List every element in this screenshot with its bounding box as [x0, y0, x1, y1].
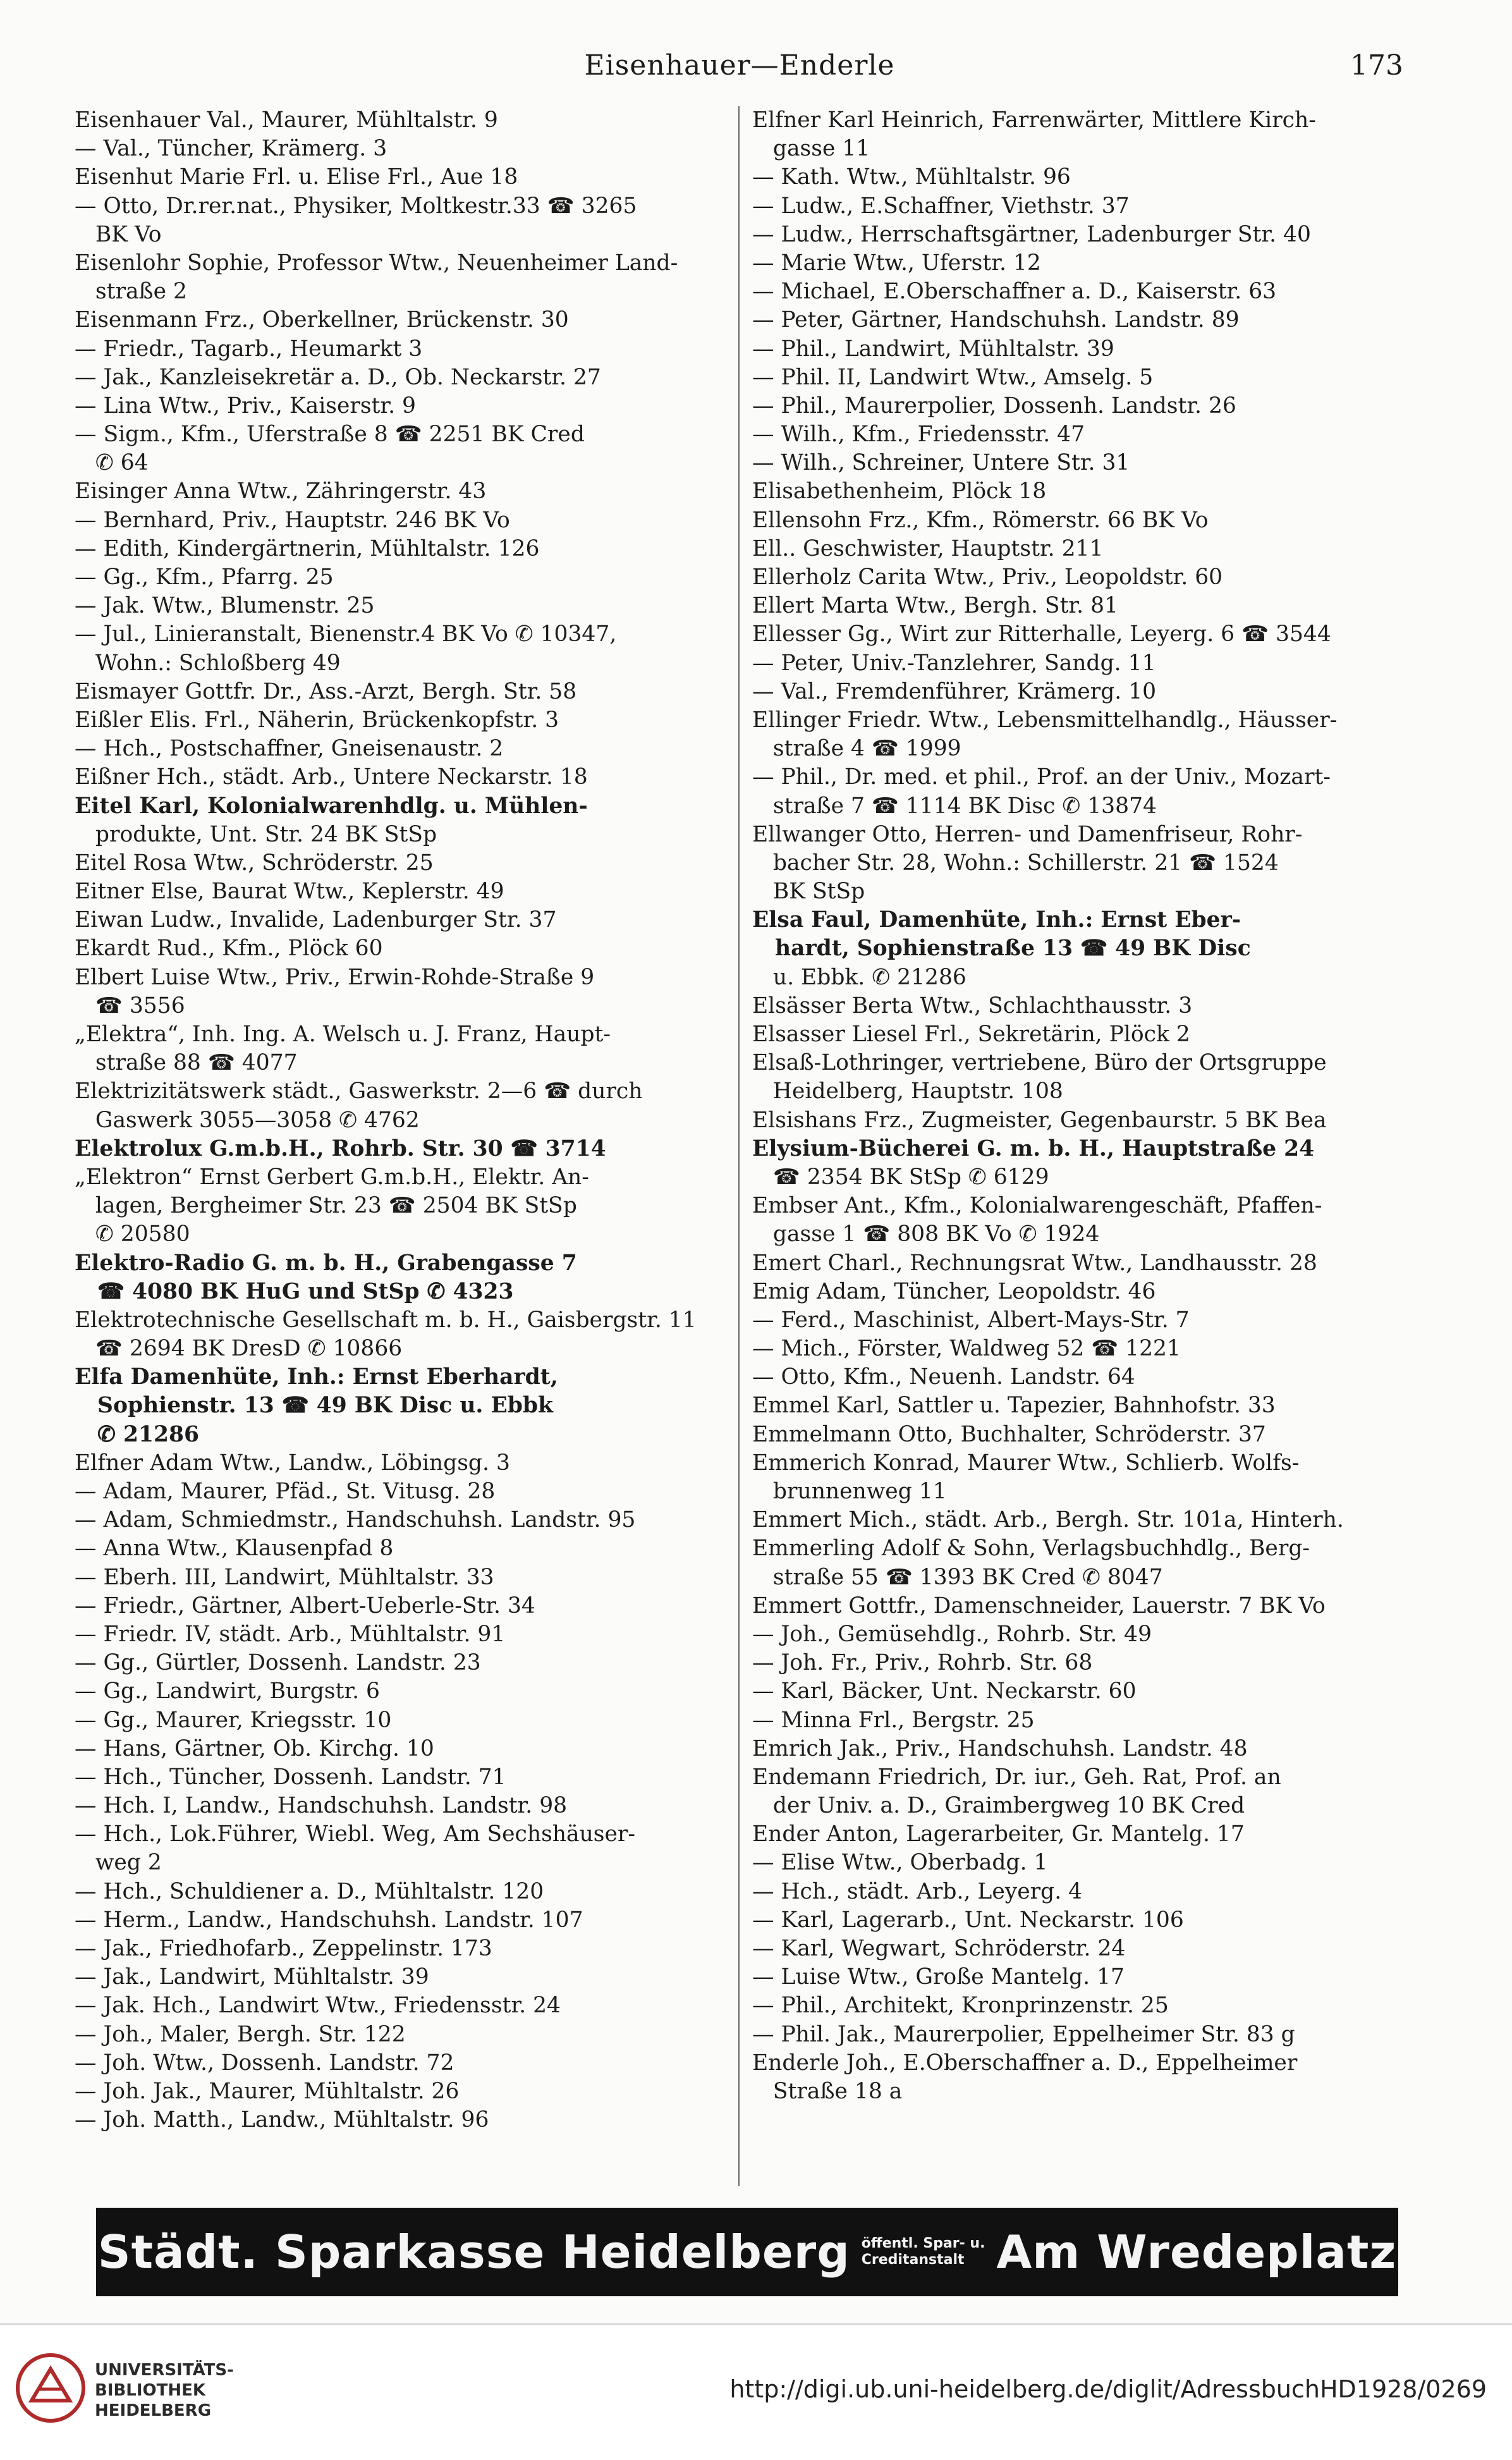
directory-entry-line: straße 2: [75, 279, 187, 305]
directory-entry-line: — Jak. Wtw., Blumenstr. 25: [75, 593, 375, 619]
directory-entry-line: Eisenlohr Sophie, Professor Wtw., Neuenheimer Land-: [75, 250, 678, 276]
directory-entry-line: — Luise Wtw., Große Mantelg. 17: [752, 1964, 1125, 1990]
library-name-line: UNIVERSITÄTS-: [95, 2361, 234, 2380]
directory-entry-line: Eisenmann Frz., Oberkellner, Brückenstr. 30: [75, 307, 569, 333]
directory-entry-line: BK Vo: [75, 221, 162, 247]
directory-entry-line: — Anna Wtw., Klausenpfad 8: [75, 1536, 394, 1562]
directory-entry-line: — Jak., Landwirt, Mühltalstr. 39: [75, 1964, 429, 1990]
directory-entry-line: — Joh. Matth., Landw., Mühltalstr. 96: [75, 2107, 489, 2133]
directory-entry-line: Straße 18 a: [752, 2078, 903, 2104]
directory-entry-line: — Jak. Hch., Landwirt Wtw., Friedensstr. 24: [75, 1993, 561, 2019]
directory-entry-line: Emert Charl., Rechnungsrat Wtw., Landhausstr. 28: [752, 1250, 1317, 1276]
directory-entry-line: gasse 11: [752, 136, 870, 162]
directory-entry-line: Endemann Friedrich, Dr. iur., Geh. Rat, Prof. an: [752, 1764, 1281, 1790]
directory-entry-line: — Gg., Gürtler, Dossenh. Landstr. 23: [75, 1650, 481, 1676]
directory-entry-line: ☎ 2694 BK DresD ✆ 10866: [75, 1336, 403, 1362]
page-number: 173: [1350, 49, 1403, 82]
directory-entry-line: — Phil., Dr. med. et phil., Prof. an der Univ., Mozart-: [752, 764, 1331, 790]
directory-entry-line: straße 55 ☎ 1393 BK Cred ✆ 8047: [752, 1564, 1163, 1590]
directory-entry-line: — Jul., Linieranstalt, Bienenstr.4 BK Vo ✆ 10347,: [75, 621, 617, 647]
directory-entry-line: — Joh. Wtw., Dossenh. Landstr. 72: [75, 2050, 454, 2076]
directory-entry-line: straße 88 ☎ 4077: [75, 1050, 298, 1076]
directory-entry-line: — Joh., Maler, Bergh. Str. 122: [75, 2021, 406, 2047]
digitization-footer: [0, 2323, 1512, 2460]
directory-entry-line: — Joh. Jak., Maurer, Mühltalstr. 26: [75, 2078, 460, 2104]
directory-entry-line: Elektro-Radio G. m. b. H., Grabengasse 7: [75, 1250, 577, 1276]
directory-entry-line: Ellensohn Frz., Kfm., Römerstr. 66 BK Vo: [752, 507, 1209, 533]
directory-entry-line: Elysium-Bücherei G. m. b. H., Hauptstraße 24: [752, 1135, 1315, 1161]
directory-entry-line: bacher Str. 28, Wohn.: Schillerstr. 21 ☎ 1524: [752, 850, 1279, 876]
directory-entry-line: Elsa Faul, Damenhüte, Inh.: Ernst Eber-: [752, 907, 1241, 933]
directory-entry-line: — Phil., Landwirt, Mühltalstr. 39: [752, 336, 1114, 362]
directory-entry-line: — Phil. II, Landwirt Wtw., Amselg. 5: [752, 364, 1154, 390]
directory-entry-line: — Phil., Architekt, Kronprinzenstr. 25: [752, 1993, 1169, 2019]
directory-entry-line: — Jak., Friedhofarb., Zeppelinstr. 173: [75, 1936, 492, 1961]
directory-entry-line: Elektrizitätswerk städt., Gaswerkstr. 2—6 ☎ durch: [75, 1079, 643, 1105]
directory-entry-line: ✆ 64: [75, 450, 149, 476]
directory-entry-line: Ellert Marta Wtw., Bergh. Str. 81: [752, 593, 1118, 619]
directory-entry-line: — Hch., Schuldiener a. D., Mühltalstr. 120: [75, 1878, 544, 1904]
directory-entry-line: Eitner Else, Baurat Wtw., Keplerstr. 49: [75, 879, 504, 905]
directory-entry-line: — Minna Frl., Bergstr. 25: [752, 1707, 1035, 1733]
directory-entry-line: — Friedr. IV, städt. Arb., Mühltalstr. 91: [75, 1621, 506, 1647]
directory-entry-line: Ellesser Gg., Wirt zur Ritterhalle, Leyerg. 6 ☎ 3544: [752, 621, 1331, 647]
directory-entry-line: Emmert Mich., städt. Arb., Bergh. Str. 101a, Hinterh.: [752, 1507, 1344, 1533]
ad-small-text: [862, 2236, 985, 2268]
directory-entry-line: — Hch. I, Landw., Handschuhsh. Landstr. 98: [75, 1793, 568, 1819]
directory-entry-line: Emig Adam, Tüncher, Leopoldstr. 46: [752, 1278, 1156, 1304]
directory-entry-line: Embser Ant., Kfm., Kolonialwarengeschäft, Pfaffen-: [752, 1193, 1322, 1219]
directory-entry-line: — Hch., städt. Arb., Leyerg. 4: [752, 1878, 1083, 1904]
directory-entry-line: weg 2: [75, 1850, 162, 1876]
directory-entry-line: — Eberh. III, Landwirt, Mühltalstr. 33: [75, 1564, 494, 1590]
right-column: [752, 106, 1410, 2106]
directory-entry-line: — Hch., Postschaffner, Gneisenaustr. 2: [75, 736, 504, 762]
directory-entry-line: u. Ebbk. ✆ 21286: [752, 964, 966, 990]
directory-entry-line: — Lina Wtw., Priv., Kaiserstr. 9: [75, 393, 417, 419]
directory-entry-line: Elfa Damenhüte, Inh.: Ernst Eberhardt,: [75, 1364, 558, 1390]
directory-entry-line: — Gg., Landwirt, Burgstr. 6: [75, 1679, 380, 1704]
directory-entry-line: Eisenhauer Val., Maurer, Mühltalstr. 9: [75, 107, 498, 133]
directory-entry-line: Eitel Rosa Wtw., Schröderstr. 25: [75, 850, 434, 876]
directory-entry-line: — Wilh., Schreiner, Untere Str. 31: [752, 450, 1130, 476]
directory-entry-line: — Peter, Gärtner, Handschuhsh. Landstr. 89: [752, 307, 1240, 333]
directory-entry-line: — Adam, Maurer, Pfäd., St. Vitusg. 28: [75, 1479, 496, 1504]
directory-entry-line: straße 7 ☎ 1114 BK Disc ✆ 13874: [752, 793, 1157, 819]
directory-entry-line: ✆ 20580: [75, 1221, 190, 1247]
directory-entry-line: — Joh. Fr., Priv., Rohrb. Str. 68: [752, 1650, 1093, 1676]
directory-entry-line: Emmel Karl, Sattler u. Tapezier, Bahnhofstr. 33: [752, 1393, 1276, 1419]
directory-entry-line: lagen, Bergheimer Str. 23 ☎ 2504 BK StSp: [75, 1193, 577, 1219]
university-library-logo-icon: [13, 2350, 88, 2426]
directory-entry-line: Ellinger Friedr. Wtw., Lebensmittelhandlg., Häusser-: [752, 707, 1338, 733]
directory-entry-line: Eiwan Ludw., Invalide, Ladenburger Str. 37: [75, 907, 557, 933]
directory-entry-line: ✆ 21286: [75, 1421, 199, 1447]
ad-right-text: Am Wredeplatz: [996, 2225, 1397, 2279]
directory-entry-line: — Hch., Lok.Führer, Wiebl. Weg, Am Sechshäuser-: [75, 1821, 636, 1847]
directory-entry-line: produkte, Unt. Str. 24 BK StSp: [75, 821, 437, 847]
directory-entry-line: Eismayer Gottfr. Dr., Ass.-Arzt, Bergh. Str. 58: [75, 678, 577, 704]
library-name: [95, 2360, 234, 2421]
directory-entry-line: Elsaß-Lothringer, vertriebene, Büro der Ortsgruppe: [752, 1050, 1327, 1076]
directory-entry-line: — Hans, Gärtner, Ob. Kirchg. 10: [75, 1735, 434, 1761]
directory-entry-line: — Elise Wtw., Oberbadg. 1: [752, 1850, 1048, 1876]
directory-entry-line: Eisenhut Marie Frl. u. Elise Frl., Aue 18: [75, 164, 518, 190]
directory-entry-line: Elbert Luise Wtw., Priv., Erwin-Rohde-Straße 9: [75, 964, 595, 990]
directory-entry-line: Eißler Elis. Frl., Näherin, Brückenkopfstr. 3: [75, 707, 559, 733]
directory-entry-line: — Herm., Landw., Handschuhsh. Landstr. 107: [75, 1907, 583, 1933]
directory-entry-line: Elsasser Liesel Frl., Sekretärin, Plöck 2: [752, 1022, 1190, 1047]
directory-entry-line: — Joh., Gemüsehdlg., Rohrb. Str. 49: [752, 1621, 1152, 1647]
ad-small-line-1: öffentl. Spar- u.: [861, 2236, 985, 2251]
ad-left-text: Städt. Sparkasse Heidelberg: [97, 2225, 850, 2279]
directory-entry-line: Heidelberg, Hauptstr. 108: [752, 1079, 1063, 1105]
directory-entry-line: Elfner Karl Heinrich, Farrenwärter, Mittlere Kirch-: [752, 107, 1316, 133]
directory-entry-line: — Peter, Univ.-Tanzlehrer, Sandg. 11: [752, 650, 1156, 676]
directory-entry-line: — Karl, Bäcker, Unt. Neckarstr. 60: [752, 1679, 1137, 1704]
directory-entry-line: „Elektron“ Ernst Gerbert G.m.b.H., Elektr. An-: [75, 1164, 589, 1190]
directory-entry-line: — Karl, Wegwart, Schröderstr. 24: [752, 1936, 1126, 1961]
directory-entry-line: Ellerholz Carita Wtw., Priv., Leopoldstr. 60: [752, 565, 1223, 590]
directory-entry-line: — Friedr., Gärtner, Albert-Ueberle-Str. 34: [75, 1593, 535, 1619]
directory-entry-line: Emmert Gottfr., Damenschneider, Lauerstr. 7 BK Vo: [752, 1593, 1326, 1619]
directory-entry-line: Gaswerk 3055—3058 ✆ 4762: [75, 1107, 420, 1133]
directory-entry-line: — Ludw., Herrschaftsgärtner, Ladenburger Str. 40: [752, 221, 1311, 247]
directory-entry-line: Sophienstr. 13 ☎ 49 BK Disc u. Ebbk: [75, 1393, 553, 1419]
directory-entry-line: brunnenweg 11: [752, 1479, 947, 1504]
directory-entry-line: — Gg., Kfm., Pfarrg. 25: [75, 565, 334, 590]
directory-entry-line: — Phil. Jak., Maurerpolier, Eppelheimer Str. 83 g: [752, 2021, 1295, 2047]
directory-entry-line: — Mich., Förster, Waldweg 52 ☎ 1221: [752, 1336, 1181, 1362]
directory-entry-line: Eisinger Anna Wtw., Zähringerstr. 43: [75, 479, 487, 505]
directory-entry-line: — Otto, Dr.rer.nat., Physiker, Moltkestr.33 ☎ 3265: [75, 193, 637, 219]
directory-entry-line: Ender Anton, Lagerarbeiter, Gr. Mantelg. 17: [752, 1821, 1245, 1847]
directory-entry-line: — Marie Wtw., Uferstr. 12: [752, 250, 1041, 276]
sparkasse-advertisement: [96, 2208, 1398, 2296]
directory-entry-line: Enderle Joh., E.Oberschaffner a. D., Eppelheimer: [752, 2050, 1298, 2076]
directory-entry-line: Elisabethenheim, Plöck 18: [752, 479, 1047, 505]
directory-entry-line: Ell.. Geschwister, Hauptstr. 211: [752, 535, 1104, 561]
directory-entry-line: Ekardt Rud., Kfm., Plöck 60: [75, 936, 383, 962]
directory-entry-line: Elfner Adam Wtw., Landw., Löbingsg. 3: [75, 1450, 510, 1476]
directory-entry-line: — Ludw., E.Schaffner, Viethstr. 37: [752, 193, 1130, 219]
directory-entry-line: — Adam, Schmiedmstr., Handschuhsh. Landstr. 95: [75, 1507, 636, 1533]
directory-entry-line: — Bernhard, Priv., Hauptstr. 246 BK Vo: [75, 507, 510, 533]
directory-entry-line: Wohn.: Schloßberg 49: [75, 650, 341, 676]
ad-small-line-2: Creditanstalt: [861, 2252, 965, 2268]
directory-entry-line: — Edith, Kindergärtnerin, Mühltalstr. 126: [75, 535, 540, 561]
directory-entry-line: gasse 1 ☎ 808 BK Vo ✆ 1924: [752, 1221, 1100, 1247]
page-header: [76, 49, 1403, 87]
directory-entry-line: — Kath. Wtw., Mühltalstr. 96: [752, 164, 1071, 190]
directory-entry-line: straße 4 ☎ 1999: [752, 736, 961, 762]
left-column: [75, 106, 735, 2134]
directory-entry-line: — Friedr., Tagarb., Heumarkt 3: [75, 336, 423, 362]
directory-entry-line: Ellwanger Otto, Herren- und Damenfriseur, Rohr-: [752, 821, 1303, 847]
directory-entry-line: Elsishans Frz., Zugmeister, Gegenbaurstr. 5 BK Bea: [752, 1107, 1327, 1133]
directory-entry-line: Emmerling Adolf & Sohn, Verlagsbuchhdlg., Berg-: [752, 1536, 1310, 1562]
directory-entry-line: — Karl, Lagerarb., Unt. Neckarstr. 106: [752, 1907, 1184, 1933]
directory-entry-line: — Phil., Maurerpolier, Dossenh. Landstr. 26: [752, 393, 1236, 419]
running-title: Eisenhauer—Enderle: [584, 49, 895, 82]
directory-entry-line: Elektrotechnische Gesellschaft m. b. H., Gaisbergstr. 11: [75, 1307, 697, 1333]
directory-entry-line: der Univ. a. D., Graimbergweg 10 BK Cred: [752, 1793, 1245, 1819]
directory-entry-line: — Wilh., Kfm., Friedensstr. 47: [752, 422, 1085, 448]
directory-entry-line: ☎ 2354 BK StSp ✆ 6129: [752, 1164, 1049, 1190]
directory-entry-line: Emmerich Konrad, Maurer Wtw., Schlierb. Wolfs-: [752, 1450, 1300, 1476]
directory-entry-line: — Val., Fremdenführer, Krämerg. 10: [752, 678, 1157, 704]
directory-entry-line: Emmelmann Otto, Buchhalter, Schröderstr. 37: [752, 1421, 1266, 1447]
directory-entry-line: Eißner Hch., städt. Arb., Untere Neckarstr. 18: [75, 764, 588, 790]
library-name-line: HEIDELBERG: [95, 2401, 212, 2420]
directory-entry-line: — Sigm., Kfm., Uferstraße 8 ☎ 2251 BK Cred: [75, 422, 585, 448]
directory-entry-line: ☎ 3556: [75, 993, 185, 1019]
directory-entry-line: Eitel Karl, Kolonialwarenhdlg. u. Mühlen-: [75, 793, 588, 819]
directory-entry-line: Emrich Jak., Priv., Handschuhsh. Landstr. 48: [752, 1735, 1248, 1761]
directory-entry-line: — Hch., Tüncher, Dossenh. Landstr. 71: [75, 1764, 506, 1790]
directory-entry-line: hardt, Sophienstraße 13 ☎ 49 BK Disc: [752, 936, 1251, 962]
directory-entry-line: BK StSp: [752, 879, 865, 905]
directory-entry-line: „Elektra“, Inh. Ing. A. Welsch u. J. Franz, Haupt-: [75, 1022, 611, 1047]
library-name-line: BIBLIOTHEK: [95, 2381, 206, 2400]
source-url-link[interactable]: http://digi.ub.uni-heidelberg.de/diglit/AdressbuchHD1928/0269: [729, 2375, 1487, 2403]
directory-entry-line: — Gg., Maurer, Kriegsstr. 10: [75, 1707, 392, 1733]
column-divider: [738, 106, 740, 2186]
directory-entry-line: Elektrolux G.m.b.H., Rohrb. Str. 30 ☎ 3714: [75, 1135, 606, 1161]
directory-entry-line: — Michael, E.Oberschaffner a. D., Kaiserstr. 63: [752, 279, 1277, 305]
directory-entry-line: Elsässer Berta Wtw., Schlachthausstr. 3: [752, 993, 1193, 1019]
directory-entry-line: — Val., Tüncher, Krämerg. 3: [75, 136, 387, 162]
directory-entry-line: ☎ 4080 BK HuG und StSp ✆ 4323: [75, 1278, 514, 1304]
directory-entry-line: — Jak., Kanzleisekretär a. D., Ob. Neckarstr. 27: [75, 364, 601, 390]
directory-entry-line: — Ferd., Maschinist, Albert-Mays-Str. 7: [752, 1307, 1190, 1333]
directory-entry-line: — Otto, Kfm., Neuenh. Landstr. 64: [752, 1364, 1135, 1390]
